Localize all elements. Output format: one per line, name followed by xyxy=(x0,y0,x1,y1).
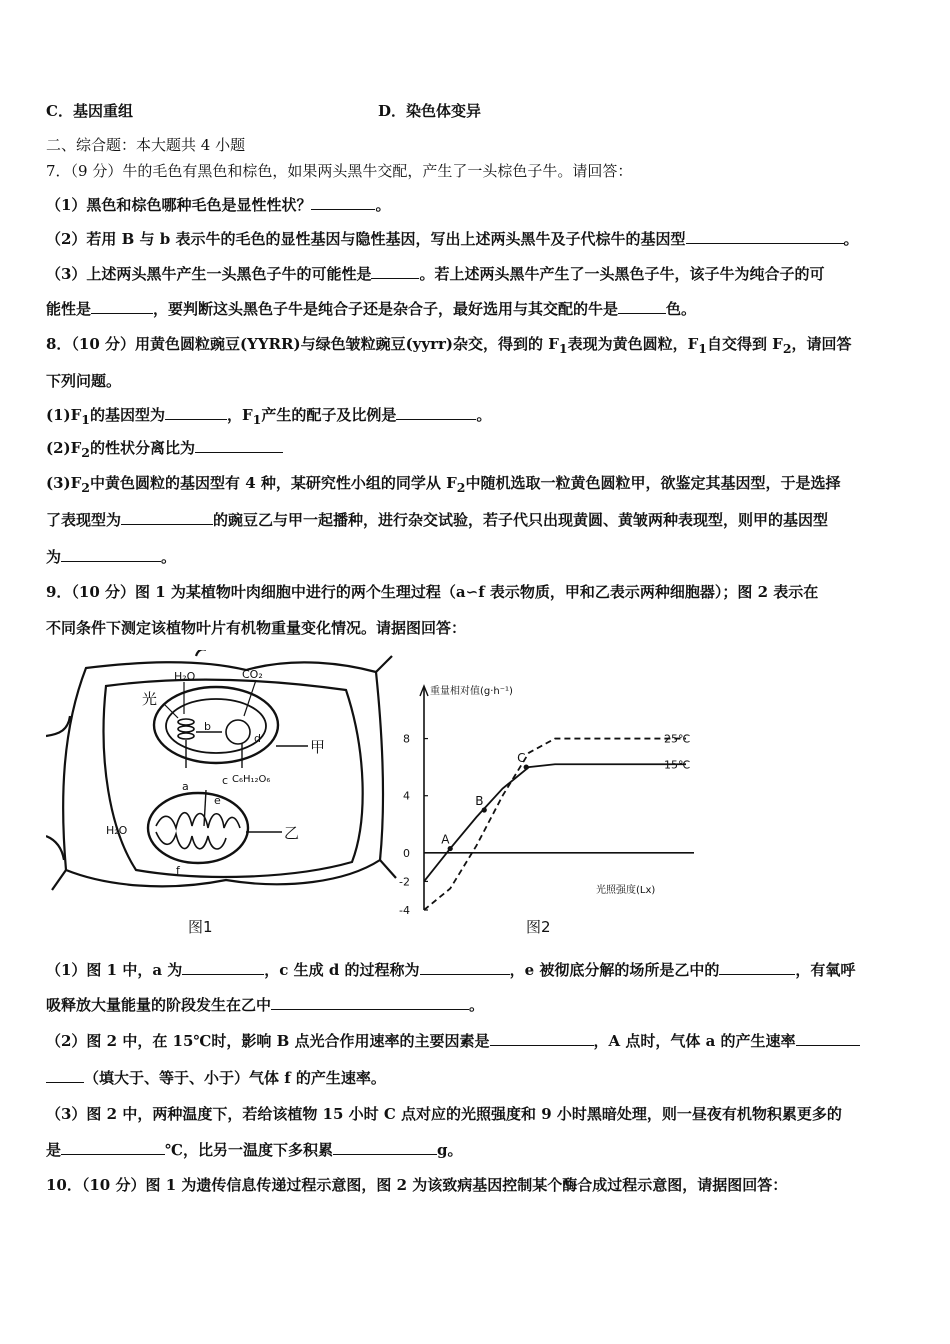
q9-part2-cont: （填大于、等于、小于）气体 f 的产生速率。 xyxy=(46,1068,386,1088)
label-co2: CO₂ xyxy=(242,668,263,681)
fig2-caption: 图2 xyxy=(526,918,551,936)
q8-part3-cont: 了表现型为 的豌豆乙与甲一起播种，进行杂交试验，若子代只出现黄圆、黄皱两种表现型，则甲的基因型 xyxy=(46,511,829,529)
point-B xyxy=(482,807,487,812)
q8-stem: 8．（10 分）用黄色圆粒豌豆(YYRR)与绿色皱粒豌豆(yyrr)杂交，得到的 $F_1$表现为黄色圆粒，$F_1$自交得到 $F_2$，请回答 xyxy=(46,335,852,356)
label-c: c xyxy=(222,774,229,787)
label-d: d xyxy=(254,732,261,745)
fig1-caption: 图1 xyxy=(188,918,213,936)
label-b: b xyxy=(204,720,211,733)
answer-blank[interactable] xyxy=(182,960,264,975)
y-tick-label: 8 xyxy=(403,732,410,746)
answer-blank[interactable] xyxy=(61,1140,165,1155)
answer-blank[interactable] xyxy=(686,229,844,244)
label-f: f xyxy=(176,864,180,877)
point-A xyxy=(448,846,453,851)
section-heading: 二、综合题：本大题共 4 小题 xyxy=(46,136,246,154)
q7-part3-cont: 能性是 ，要判断这头黑色子牛是纯合子还是杂合子，最好选用与其交配的牛是 色。 xyxy=(46,300,697,318)
point-label: C xyxy=(517,751,526,766)
answer-blank[interactable] xyxy=(271,995,469,1010)
option-c: C．基因重组 xyxy=(46,102,133,120)
answer-blank[interactable] xyxy=(46,1068,84,1083)
q7-part1: （1）黑色和棕色哪种毛色是显性性状？ 。 xyxy=(46,196,391,214)
q9-stem: 9．（10 分）图 1 为某植物叶肉细胞中进行的两个生理过程（a∽f 表示物质，甲和乙表示两种细胞器）；图 2 表示在 xyxy=(46,583,819,601)
figure-panel xyxy=(46,650,710,942)
series-line-15℃ xyxy=(424,764,686,881)
answer-blank[interactable] xyxy=(420,960,510,975)
q8-part3: $(3)F_2$中黄色圆粒的基因型有 4 种，某研究性小组的同学从 $F_2$中随机选取一粒黄色圆粒甲，欲鉴定其基因型，于是选择 xyxy=(46,474,841,495)
answer-blank[interactable] xyxy=(91,299,153,314)
series-label: 15℃ xyxy=(664,758,691,772)
q9-part2: （2）图 2 中，在 15℃时，影响 B 点光合作用速率的主要因素是 ，A 点时，气体 a 的产生速率 xyxy=(46,1031,860,1051)
answer-blank[interactable] xyxy=(719,960,795,975)
label-yi: 乙 xyxy=(284,824,300,842)
q9-stem-cont: 不同条件下测定该植物叶片有机物重量变化情况。请据图回答： xyxy=(46,619,467,637)
answer-blank[interactable] xyxy=(618,299,666,314)
fig1-labels xyxy=(106,668,325,936)
q9-part3-cont: 是 ℃，比另一温度下多积累 g。 xyxy=(46,1141,463,1159)
label-a: a xyxy=(182,780,189,793)
label-c6h12o6: C₆H₁₂O₆ xyxy=(232,774,271,785)
label-jia: 甲 xyxy=(310,738,326,756)
q8-part2: $(2)F_2$的性状分离比为 xyxy=(46,438,283,463)
answer-blank[interactable] xyxy=(490,1031,594,1046)
label-h2o-top: H₂O xyxy=(174,670,196,683)
q10-stem: 10．（10 分）图 1 为遗传信息传递过程示意图，图 2 为该致病基因控制某个酶合成过程示意图，请据图回答： xyxy=(46,1176,788,1194)
figure-svg xyxy=(46,650,710,942)
option-d: D．染色体变异 xyxy=(378,102,482,120)
answer-blank[interactable] xyxy=(61,547,161,562)
answer-blank[interactable] xyxy=(165,405,227,420)
q8-part1: $(1)F_1$的基因型为 ，$F_1$产生的配子及比例是 。 xyxy=(46,406,492,427)
y-tick-label: 0 xyxy=(403,846,410,860)
q9-part1-cont: 吸释放大量能量的阶段发生在乙中 。 xyxy=(46,996,485,1014)
label-h2o-left: H₂O xyxy=(106,824,128,837)
answer-blank[interactable] xyxy=(333,1140,437,1155)
label-e: e xyxy=(214,794,221,807)
answer-blank[interactable] xyxy=(195,438,283,453)
answer-blank[interactable] xyxy=(121,510,213,525)
fig2-chart xyxy=(399,684,694,936)
y-axis-label: 重量相对值(g·h⁻¹) xyxy=(430,686,513,697)
q7-part2: （2）若用 B 与 b 表示牛的毛色的显性基因与隐性基因，写出上述两头黑牛及子代棕牛的基因型 。 xyxy=(46,230,859,248)
series-label: 25℃ xyxy=(664,732,691,746)
q8-stem-cont: 下列问题。 xyxy=(46,372,122,390)
y-tick-label: -2 xyxy=(399,875,410,889)
q9-part1: （1）图 1 中，a 为 ，c 生成 d 的过程称为 ，e 被彻底分解的场所是乙中的 ，有氧呼 xyxy=(46,961,856,979)
x-axis-label: 光照强度(Lx) xyxy=(596,884,656,896)
y-tick-label: 4 xyxy=(403,789,410,803)
label-light: 光 xyxy=(142,690,158,708)
q7-part3: （3）上述两头黑牛产生一头黑色子牛的可能性是 。若上述两头黑牛产生了一头黑色子牛，该子牛为纯合子的可 xyxy=(46,265,825,283)
answer-blank[interactable] xyxy=(371,264,419,279)
q8-part3-end: 为 。 xyxy=(46,548,177,566)
y-tick-label: -4 xyxy=(399,904,410,917)
answer-blank[interactable] xyxy=(311,195,375,210)
q9-part3: （3）图 2 中，两种温度下，若给该植物 15 小时 C 点对应的光照强度和 9 小时黑暗处理，则一昼夜有机物积累更多的 xyxy=(46,1105,842,1123)
point-label: B xyxy=(475,794,484,808)
answer-blank[interactable] xyxy=(796,1031,860,1046)
q7-stem: 7．（9 分）牛的毛色有黑色和棕色，如果两头黑牛交配，产生了一头棕色子牛。请回答： xyxy=(46,162,633,180)
point-C xyxy=(524,765,529,770)
point-label: A xyxy=(441,832,450,847)
fig1-cell-diagram xyxy=(46,650,396,890)
answer-blank[interactable] xyxy=(396,405,476,420)
